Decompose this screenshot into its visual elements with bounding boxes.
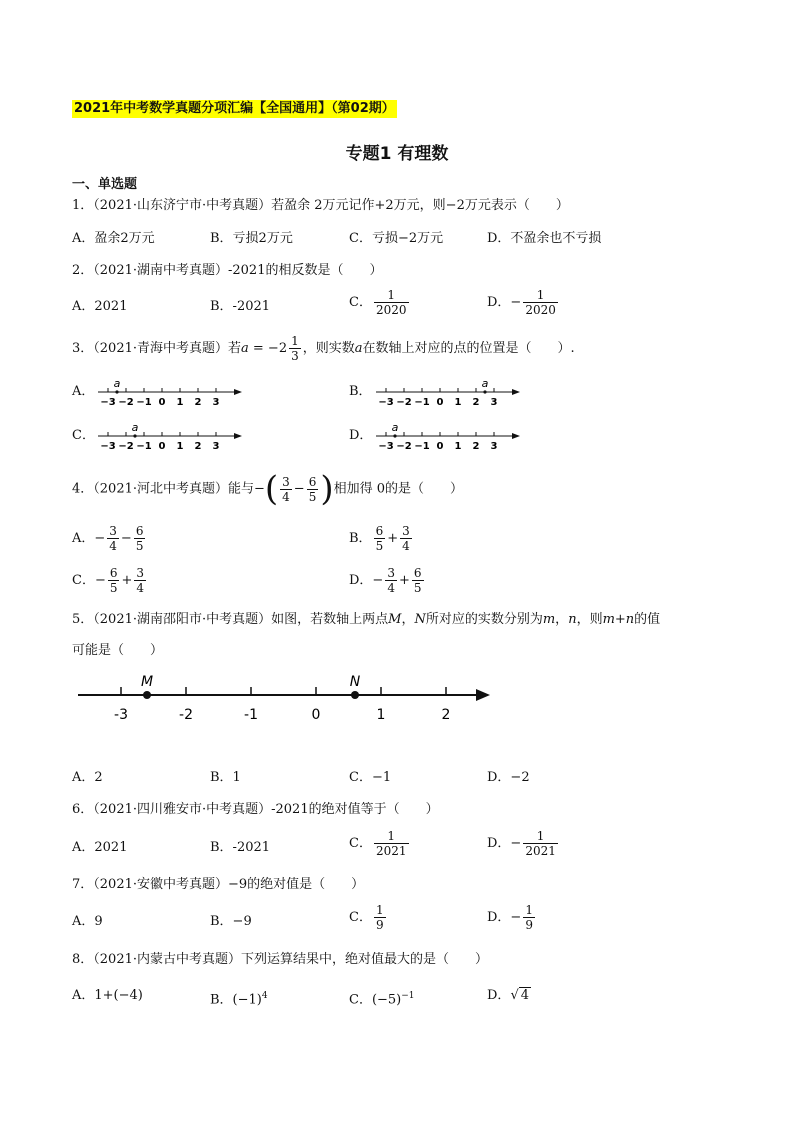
number-line-d	[374, 416, 524, 452]
option-prefix: B．	[349, 531, 372, 546]
denominator: 4	[282, 489, 290, 504]
question-6-option-d	[487, 829, 560, 858]
question-6-option-a: A．2021	[72, 840, 128, 855]
tick-label: −3	[378, 397, 394, 408]
question-3-stem	[72, 334, 575, 363]
numerator: 1	[525, 903, 533, 917]
denominator: 5	[413, 581, 422, 595]
point-m-marker	[143, 691, 151, 699]
point-label: a	[131, 421, 139, 434]
question-8-stem: 8．（2021·内蒙古中考真题）下列运算结果中，绝对值最大的是（ ）	[72, 952, 488, 967]
numerator: 3	[402, 524, 410, 538]
tick-label: −3	[100, 441, 116, 452]
option-prefix: C．	[349, 836, 372, 851]
denominator: 5	[135, 539, 144, 553]
question-3-option-b: B．	[349, 384, 372, 399]
fraction	[385, 566, 397, 595]
denominator: 2020	[525, 303, 556, 317]
variable-n: n	[568, 612, 577, 627]
question-1-option-c: C．亏损−2万元	[349, 231, 444, 246]
tick-label: -3	[114, 707, 128, 723]
axis-arrow	[512, 389, 520, 395]
numerator: 3	[282, 474, 290, 489]
tick-label: 2	[441, 707, 451, 723]
axis-arrow	[512, 433, 520, 439]
question-4-stem	[72, 469, 464, 509]
question-3-option-c: C．	[72, 428, 95, 443]
denominator: 4	[109, 539, 117, 553]
fraction	[523, 903, 535, 932]
tick-label: −3	[100, 397, 116, 408]
tick-label: 0	[311, 707, 321, 723]
point-m-label: M	[140, 674, 154, 690]
question-7-option-b: B．−9	[210, 914, 252, 929]
denominator: 3	[291, 349, 299, 363]
fraction	[307, 475, 319, 504]
fraction	[374, 903, 386, 932]
axis-arrow	[476, 689, 490, 701]
numerator: 3	[136, 566, 145, 580]
question-8-option-d	[487, 988, 531, 1004]
numerator: 1	[374, 288, 409, 303]
question-1-stem: 1．（2021·山东济宁市·中考真题）若盈余 2万元记作+2万元，则−2万元表示（ ）	[72, 198, 569, 213]
tick-label: 2	[472, 441, 480, 452]
question-2-option-b: B．-2021	[210, 299, 271, 314]
option-prefix: D．−	[349, 573, 384, 588]
number-line-a	[96, 372, 246, 408]
fraction	[400, 524, 412, 553]
number-line-b	[374, 372, 524, 408]
denominator: 9	[525, 918, 533, 932]
question-4-option-a	[72, 524, 147, 553]
point-label: a	[391, 421, 399, 434]
question-2-option-d	[487, 288, 560, 317]
exponent: −1	[401, 991, 415, 1001]
point-marker	[133, 434, 136, 437]
question-6-option-c	[349, 829, 411, 858]
numerator: 3	[387, 566, 395, 580]
tick-label: −2	[118, 397, 134, 408]
variable-a: a	[241, 341, 249, 356]
left-paren: (	[264, 469, 279, 509]
question-8-option-c	[349, 988, 415, 1008]
tick-label: −3	[378, 441, 394, 452]
tick-label: 3	[490, 441, 498, 452]
question-5-option-a: A．2	[72, 770, 103, 785]
denominator: 5	[375, 539, 384, 553]
option-prefix: C．−	[72, 573, 106, 588]
radicand: 4	[520, 988, 530, 1003]
variable-a: a	[354, 341, 363, 356]
stem-text: ，则实数	[302, 341, 355, 356]
numerator: 3	[109, 524, 117, 538]
tick-label: −1	[414, 441, 430, 452]
numerator: 6	[135, 524, 144, 538]
stem-text: 3．（2021·青海中考真题）若	[72, 341, 241, 356]
tick-label: 1	[454, 397, 462, 408]
radical-sign: √	[510, 988, 519, 1003]
operator: +	[387, 531, 399, 546]
variable-m: m	[542, 612, 556, 627]
section-heading: 一、单选题	[72, 177, 138, 192]
point-label: a	[481, 377, 489, 390]
numerator: 1	[523, 288, 558, 303]
point-marker	[483, 390, 486, 393]
point-m: M	[388, 612, 402, 627]
point-label: a	[113, 377, 121, 390]
tick-label: 0	[158, 441, 166, 452]
axis-arrow	[234, 433, 242, 439]
question-7-option-d	[487, 903, 537, 932]
denominator: 5	[308, 489, 317, 504]
numerator: 1	[375, 903, 384, 917]
stem-text: 所对应的实数分别为	[425, 612, 543, 627]
numerator: 1	[374, 829, 409, 844]
question-7-option-c	[349, 903, 388, 932]
fraction	[374, 524, 386, 553]
question-7-stem: 7．（2021·安徽中考真题）−9的绝对值是（ ）	[72, 877, 365, 892]
tick-label: 1	[176, 441, 184, 452]
option-prefix: C．	[349, 295, 372, 310]
question-4-option-b	[349, 524, 414, 553]
question-1-option-b: B．亏损2万元	[210, 231, 293, 246]
exponent: 4	[261, 991, 268, 1001]
operator: +	[121, 573, 133, 588]
operator: +	[398, 573, 410, 588]
tick-label: 2	[194, 397, 202, 408]
denominator: 4	[136, 581, 145, 595]
point-n-label: N	[349, 674, 361, 690]
question-5-number-line	[72, 668, 496, 732]
question-1-option-a: A．盈余2万元	[72, 231, 155, 246]
page-title: 专题1 有理数	[345, 144, 449, 164]
tick-label: -1	[244, 707, 258, 723]
document-banner: 2021年中考数学真题分项汇编【全国通用】（第02期）	[74, 101, 395, 116]
question-5-stem-line2: 可能是（ ）	[72, 643, 164, 658]
denominator: 2021	[525, 844, 556, 858]
denominator: 9	[375, 918, 384, 932]
question-3-option-a: A．	[72, 384, 95, 399]
option-prefix: C．(−5)	[349, 992, 402, 1008]
question-4-option-c	[72, 566, 148, 595]
point-n-marker	[351, 691, 359, 699]
operator: −	[120, 531, 132, 546]
tick-label: 0	[158, 397, 166, 408]
separator: ，	[401, 612, 415, 627]
fraction	[412, 566, 424, 595]
fraction	[108, 566, 120, 595]
question-6-stem: 6．（2021·四川雅安市·中考真题）-2021的绝对值等于（ ）	[72, 802, 439, 817]
stem-text: ，则	[576, 612, 603, 627]
tick-label: −2	[396, 441, 412, 452]
stem-text: 相加得 0的是（ ）	[333, 481, 464, 497]
option-prefix: D．−	[487, 295, 522, 310]
right-paren: )	[320, 469, 334, 509]
stem-text: 的值	[634, 612, 661, 627]
axis-arrow	[234, 389, 242, 395]
number-line-c	[96, 416, 246, 452]
fraction	[523, 829, 558, 858]
tick-label: 0	[436, 441, 444, 452]
separator: ，	[555, 612, 569, 627]
tick-label: −1	[136, 397, 152, 408]
denominator: 4	[402, 539, 410, 553]
fraction	[280, 475, 292, 504]
tick-label: 1	[376, 707, 386, 723]
point-marker	[393, 434, 396, 437]
numerator: 6	[109, 566, 118, 580]
tick-label: 0	[436, 397, 444, 408]
tick-label: -2	[179, 707, 193, 723]
numerator: 1	[291, 334, 299, 348]
question-2-stem: 2．（2021·湖南中考真题）-2021的相反数是（ ）	[72, 263, 383, 278]
option-prefix: C．	[349, 910, 372, 925]
tick-label: 3	[490, 397, 498, 408]
option-prefix: D．−	[487, 910, 522, 925]
tick-label: 2	[194, 441, 202, 452]
fraction	[134, 524, 146, 553]
question-5-option-c: C．−1	[349, 770, 392, 785]
point-marker	[115, 390, 118, 393]
denominator: 2020	[375, 303, 407, 317]
equation: = −2	[248, 341, 288, 356]
operator: −	[293, 481, 305, 497]
question-7-option-a: A．9	[72, 914, 103, 929]
fraction	[107, 524, 119, 553]
point-n: N	[414, 612, 426, 627]
denominator: 2021	[375, 844, 407, 858]
tick-label: 3	[212, 441, 220, 452]
question-5-stem	[72, 612, 660, 628]
fraction	[374, 288, 409, 317]
option-prefix: D．−	[487, 836, 522, 851]
tick-label: 2	[472, 397, 480, 408]
mixed-fraction	[289, 334, 301, 363]
question-2-option-a: A．2021	[72, 299, 128, 314]
question-5-option-d: D．−2	[487, 770, 530, 785]
question-8-option-a: A．1+(−4)	[72, 988, 143, 1003]
denominator: 4	[387, 581, 395, 595]
stem-text: 在数轴上对应的点的位置是（ ）.	[362, 341, 575, 356]
question-4-option-d	[349, 566, 426, 595]
numerator: 6	[375, 524, 384, 538]
question-6-option-b: B．-2021	[210, 840, 271, 855]
question-2-option-c	[349, 288, 411, 317]
numerator: 6	[413, 566, 422, 580]
denominator: 5	[109, 581, 118, 595]
question-1-option-d: D．不盈余也不亏损	[487, 231, 602, 246]
fraction	[134, 566, 146, 595]
fraction	[523, 288, 558, 317]
tick-label: −2	[396, 397, 412, 408]
expression: m+n	[602, 612, 635, 627]
numerator: 6	[308, 474, 317, 489]
tick-label: −1	[136, 441, 152, 452]
numerator: 1	[523, 829, 558, 844]
option-prefix: A．−	[72, 531, 106, 546]
tick-group	[114, 687, 450, 723]
option-prefix: D．	[487, 988, 511, 1003]
tick-label: 3	[212, 397, 220, 408]
tick-label: −2	[118, 441, 134, 452]
tick-label: 1	[176, 397, 184, 408]
tick-label: −1	[414, 397, 430, 408]
fraction	[374, 829, 409, 858]
question-3-option-d: D．	[349, 428, 373, 443]
stem-text: 4．（2021·河北中考真题）能与−	[72, 481, 265, 497]
question-8-option-b	[210, 988, 268, 1008]
stem-text: 5．（2021·湖南邵阳市·中考真题）如图，若数轴上两点	[72, 612, 389, 627]
tick-label: 1	[454, 441, 462, 452]
question-5-option-b: B．1	[210, 770, 241, 785]
option-prefix: B．(−1)	[210, 992, 262, 1008]
